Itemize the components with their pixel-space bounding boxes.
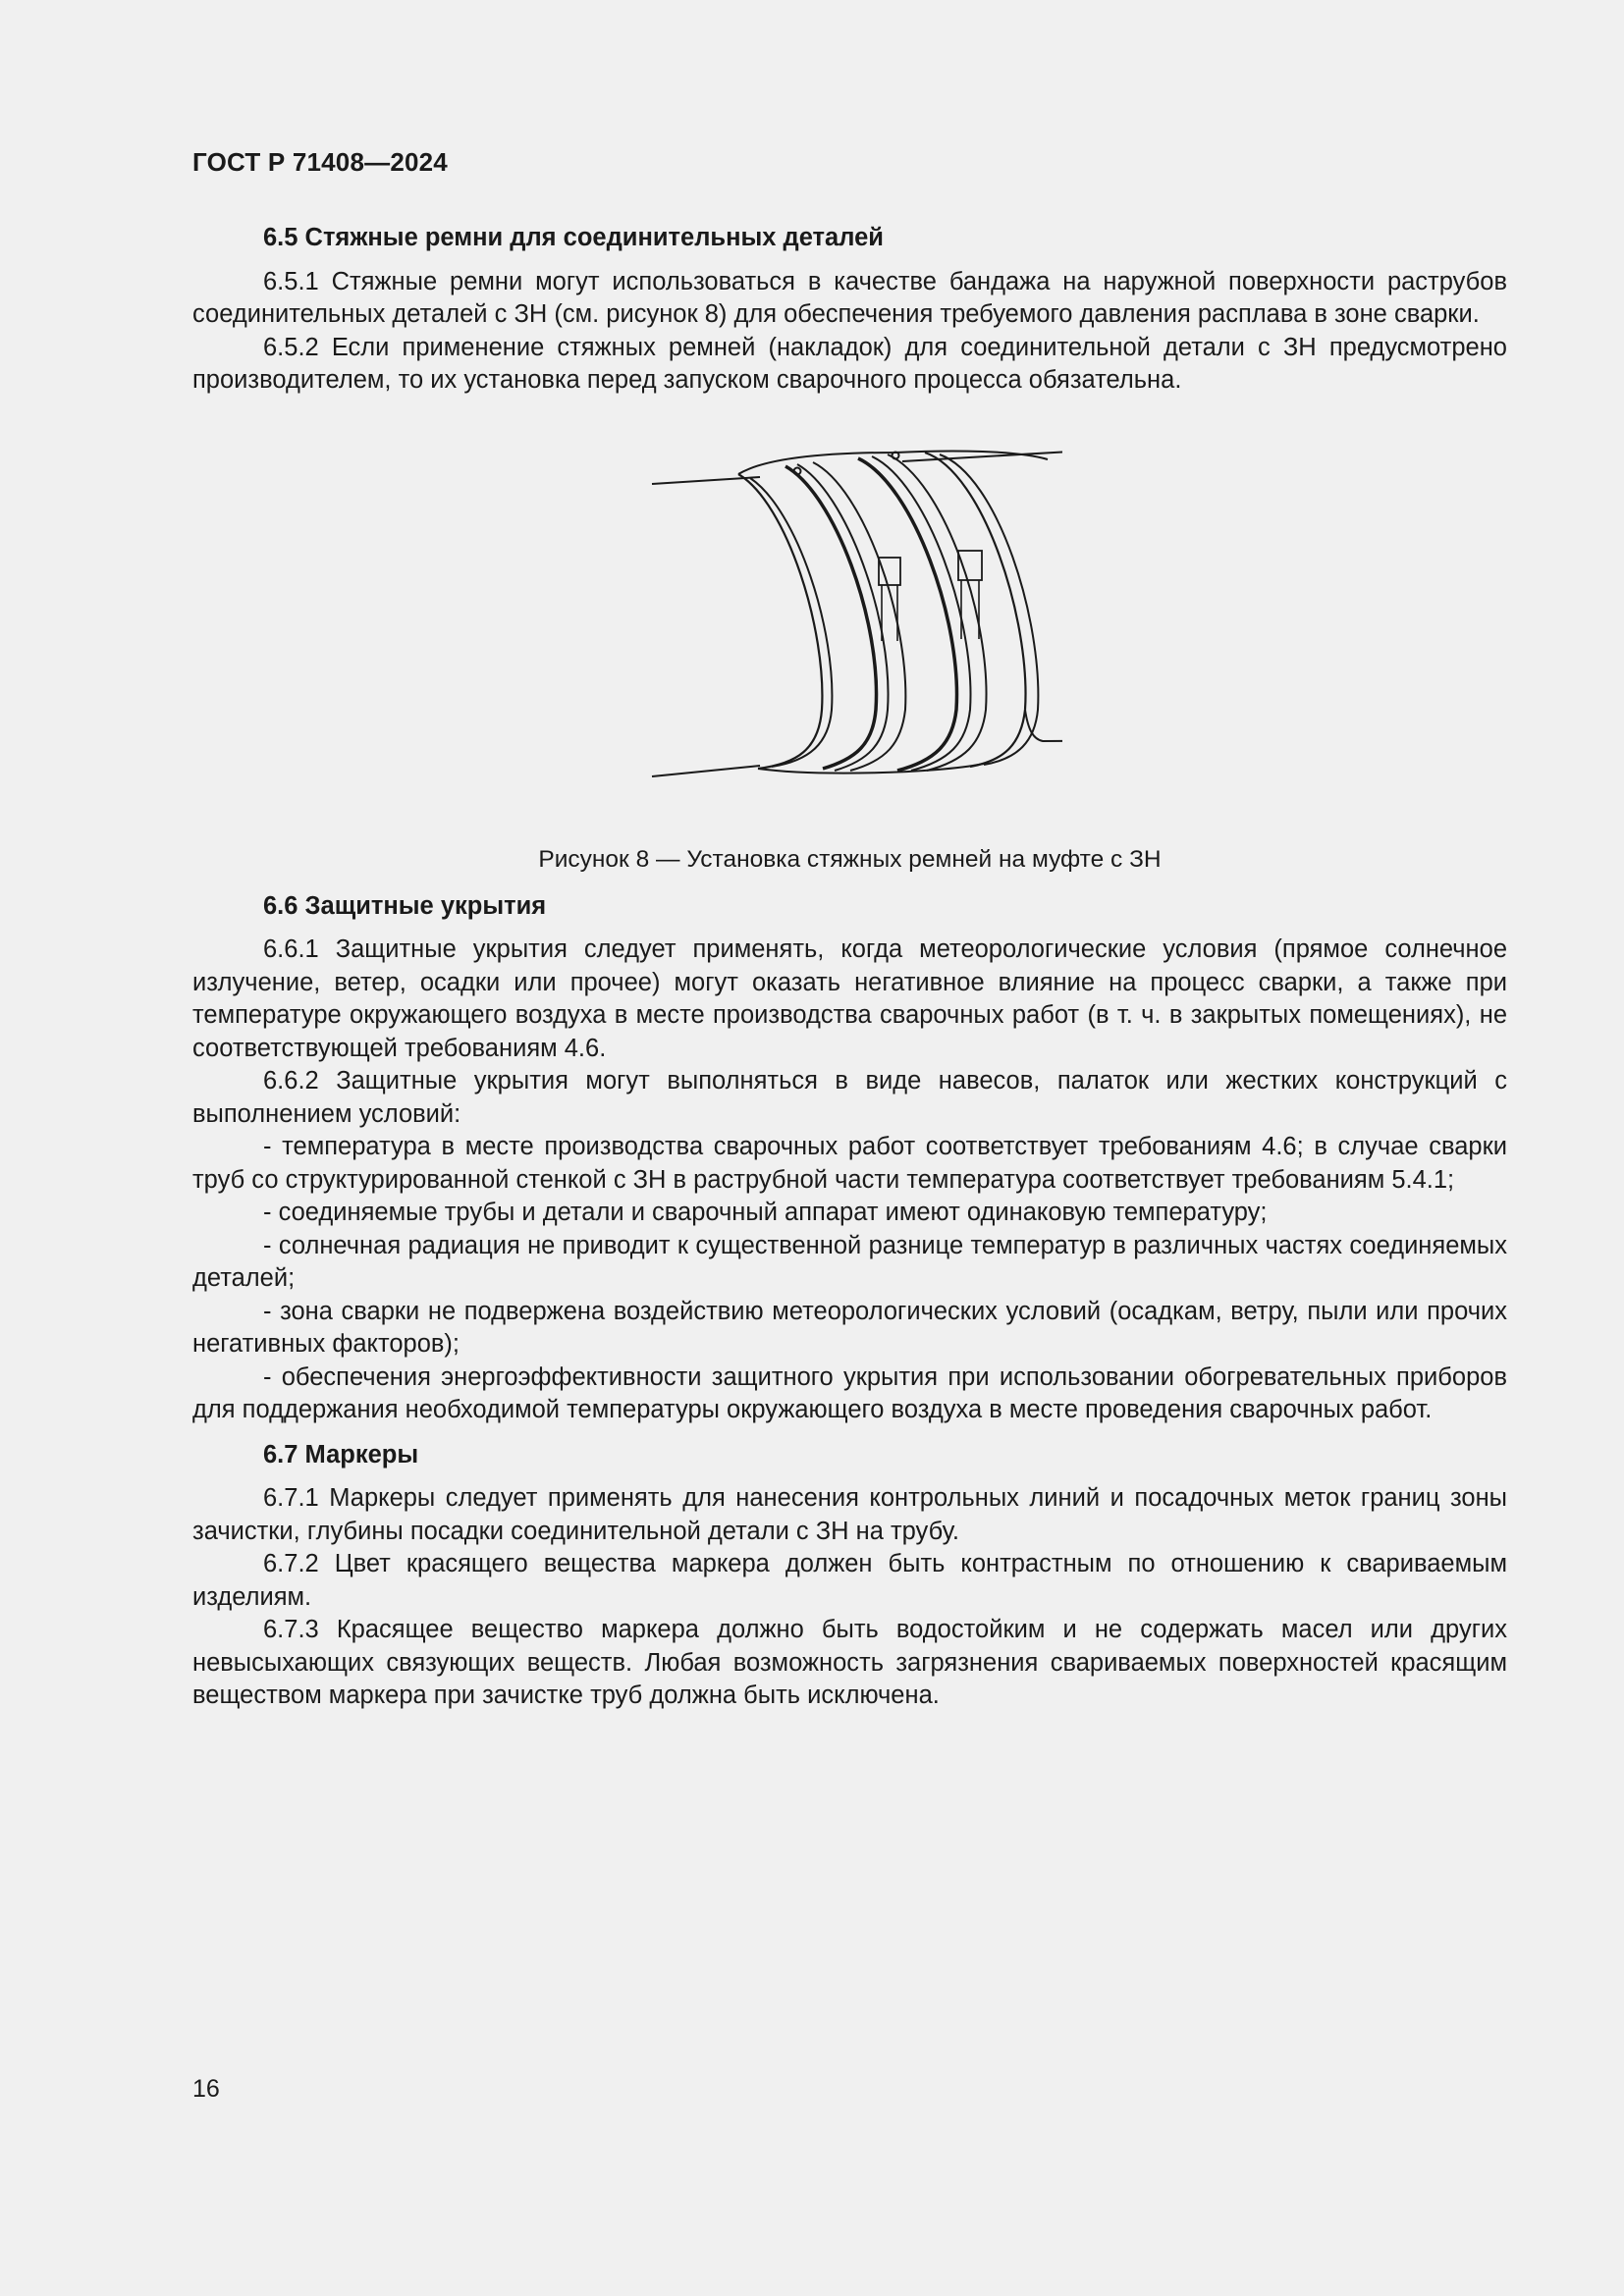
page-number: 16 xyxy=(192,2075,220,2103)
coupling-straps-drawing xyxy=(640,415,1062,808)
paragraph-6-5-1: 6.5.1 Стяжные ремни могут использоваться в качестве бандажа на наружной поверхности раструбов соединительных деталей с ЗН (см. рисунок 8) для обеспечения требуемого давления расплава в зоне сварки. xyxy=(192,267,1507,328)
figure-8-caption: Рисунок 8 — Установка стяжных ремней на муфте с ЗН xyxy=(538,845,1162,873)
section-6-5-title: 6.5 Стяжные ремни для соединительных деталей xyxy=(263,224,884,251)
section-6-7-title: 6.7 Маркеры xyxy=(263,1440,419,1468)
figure-8 xyxy=(192,405,1507,879)
list-item: - обеспечения энергоэффективности защитного укрытия при использовании обогревательных приборов для поддержания необходимой температуры окружающего воздуха в месте проведения сварочных работ. xyxy=(192,1362,1507,1423)
paragraph-6-5-2: 6.5.2 Если применение стяжных ремней (накладок) для соединительной детали с ЗН предусмотрено производителем, то их установка перед запуском сварочного процесса обязательна. xyxy=(192,333,1507,394)
paragraph-6-6-1: 6.6.1 Защитные укрытия следует применять, когда метеорологические условия (прямое солнечное излучение, ветер, осадки или прочее) могут оказать негативное влияние на процесс сварки, а также при температуре окружающего воздуха в месте производства сварочных работ (в т. ч. в закрытых помещениях), не соответствующей требованиям 4.6. xyxy=(192,935,1507,1062)
list-item: - солнечная радиация не приводит к существенной разнице температур в различных частях соединяемых деталей; xyxy=(192,1231,1507,1292)
paragraph-6-6-2: 6.6.2 Защитные укрытия могут выполняться в виде навесов, палаток или жестких конструкций с выполнением условий: xyxy=(192,1067,1507,1128)
paragraph-6-7-1: 6.7.1 Маркеры следует применять для нанесения контрольных линий и посадочных меток границ зоны зачистки, глубины посадки соединительной детали с ЗН на трубу. xyxy=(192,1484,1507,1545)
list-item: - соединяемые трубы и детали и сварочный аппарат имеют одинаковую температуру; xyxy=(263,1199,1268,1226)
section-6-6-title: 6.6 Защитные укрытия xyxy=(263,891,547,920)
paragraph-6-7-2: 6.7.2 Цвет красящего вещества маркера должен быть контрастным по отношению к свариваемым изделиям. xyxy=(192,1550,1507,1611)
paragraph-6-7-3: 6.7.3 Красящее вещество маркера должно быть водостойким и не содержать масел или других невысыхающих связующих веществ. Любая возможность загрязнения свариваемых поверхностей красящим веществом маркера при зачистке труб должна быть исключена. xyxy=(192,1616,1507,1709)
list-item: - температура в месте производства сварочных работ соответствует требованиям 4.6; в случае сварки труб со структурированной стенкой с ЗН в раструбной части температура соответствует требованиям 5.4.1; xyxy=(192,1133,1507,1194)
document-header: ГОСТ Р 71408—2024 xyxy=(192,147,448,177)
list-item: - зона сварки не подвержена воздействию метеорологических условий (осадкам, ветру, пыли или прочих негативных факторов); xyxy=(192,1297,1507,1358)
document-body xyxy=(192,222,1507,1713)
